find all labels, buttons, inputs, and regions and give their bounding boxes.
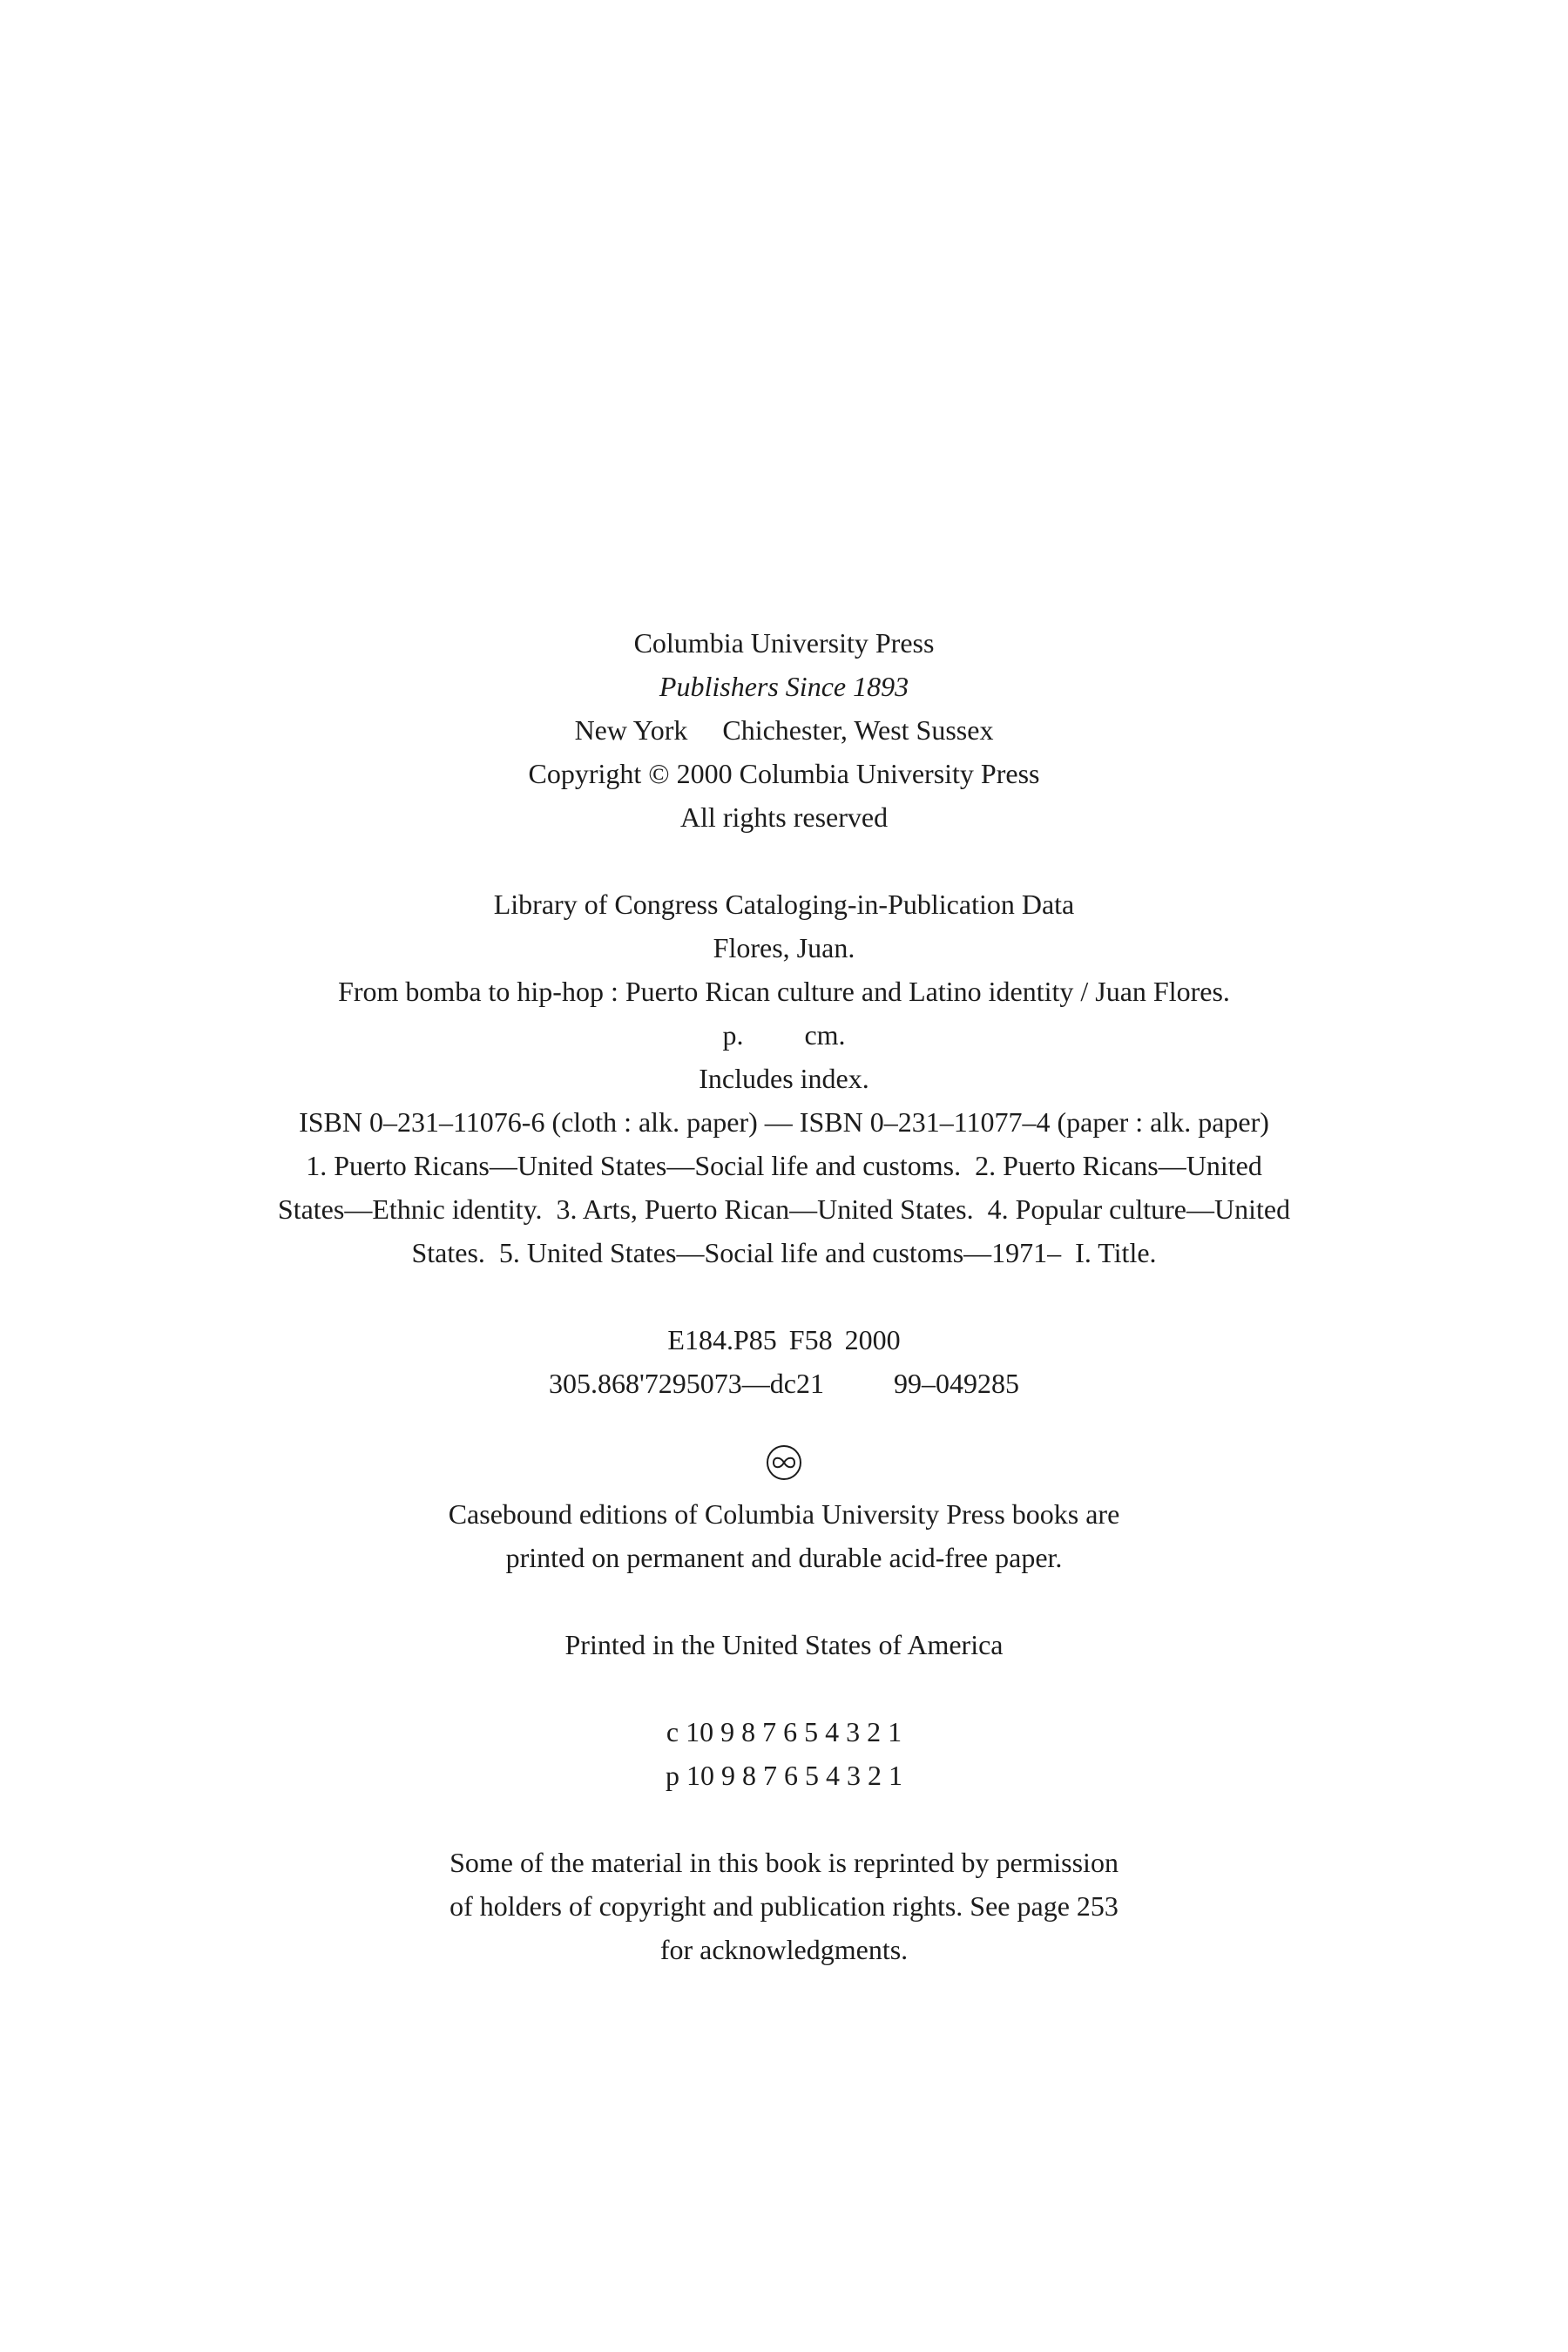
lc-class-b: F58 xyxy=(788,1324,833,1355)
printing-paper: p 10 9 8 7 6 5 4 3 2 1 xyxy=(666,1760,902,1791)
cip-block xyxy=(0,882,1568,1274)
cip-index-note: Includes index. xyxy=(699,1063,869,1094)
printings-block xyxy=(0,1710,1568,1797)
printing-cloth: c 10 9 8 7 6 5 4 3 2 1 xyxy=(666,1716,902,1747)
cip-isbn: ISBN 0–231–11076-6 (cloth : alk. paper) — ISBN 0–231–11077–4 (paper : alk. paper) xyxy=(299,1106,1269,1138)
permissions-line: for acknowledgments. xyxy=(659,1934,909,1965)
cip-title: From bomba to hip-hop : Puerto Rican culture and Latino identity / Juan Flores. xyxy=(338,976,1230,1007)
publisher-tagline: Publishers Since 1893 xyxy=(659,671,909,702)
cip-p: p. xyxy=(722,1019,744,1051)
permissions-block xyxy=(0,1841,1568,1971)
publisher-cities xyxy=(0,708,1568,752)
cip-heading: Library of Congress Cataloging-in-Publication Data xyxy=(493,889,1075,920)
city-new-york: New York xyxy=(574,714,688,746)
lccn-number: 99–049285 xyxy=(893,1368,1019,1399)
printed-in-line: Printed in the United States of America xyxy=(564,1629,1004,1660)
cip-author: Flores, Juan. xyxy=(713,932,855,963)
infinity-circle-icon xyxy=(0,1443,1568,1482)
paper-note-block xyxy=(0,1492,1568,1579)
permissions-line: Some of the material in this book is reprinted by permission xyxy=(449,1847,1119,1878)
paper-note-line: printed on permanent and durable acid-free paper. xyxy=(505,1542,1063,1573)
cip-cm: cm. xyxy=(804,1019,846,1051)
city-chichester: Chichester, West Sussex xyxy=(722,714,994,746)
lc-class-c: 2000 xyxy=(844,1324,901,1355)
publisher-block xyxy=(0,621,1568,839)
cip-subject-line: 1. Puerto Ricans—United States—Social life and customs. 2. Puerto Ricans—United xyxy=(306,1150,1262,1181)
dewey-number: 305.868'7295073—dc21 xyxy=(549,1368,824,1399)
lc-class-a: E184.P85 xyxy=(667,1324,777,1355)
paper-note-line: Casebound editions of Columbia University Press books are xyxy=(448,1498,1120,1530)
lc-class-line xyxy=(0,1318,1568,1362)
cip-subject-line: States. 5. United States—Social life and customs—1971– I. Title. xyxy=(411,1237,1157,1268)
classification-block xyxy=(0,1318,1568,1405)
rights-line: All rights reserved xyxy=(679,801,889,833)
publisher-name: Columbia University Press xyxy=(633,627,935,659)
copyright-line: Copyright © 2000 Columbia University Press xyxy=(528,758,1040,789)
permissions-line: of holders of copyright and publication rights. See page 253 xyxy=(449,1890,1119,1922)
printed-in-block xyxy=(0,1623,1568,1666)
cip-subject-line: States—Ethnic identity. 3. Arts, Puerto Rican—United States. 4. Popular culture—United xyxy=(277,1193,1291,1225)
dewey-lccn-line xyxy=(0,1362,1568,1405)
cip-pcm xyxy=(0,1013,1568,1057)
